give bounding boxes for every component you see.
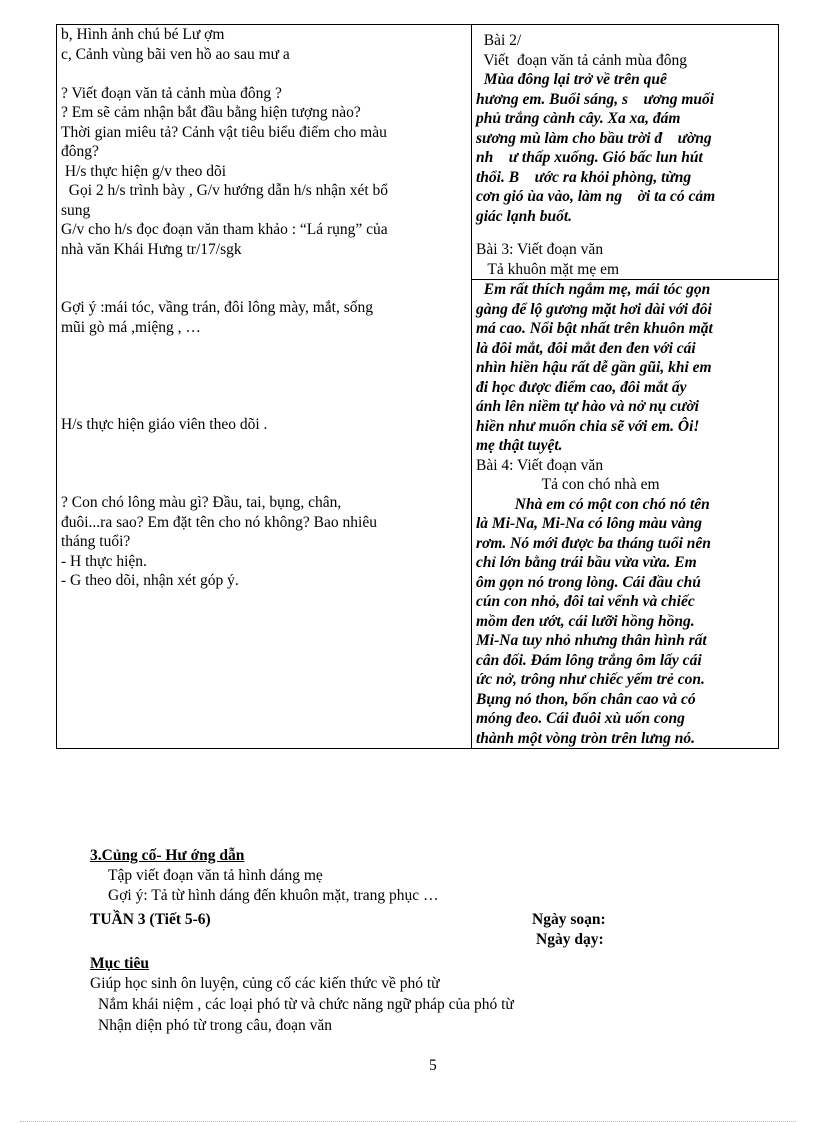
text-line: thành một vòng tròn trên lưng nó. (476, 729, 696, 747)
objective-item: Nhận diện phó từ trong câu, đoạn văn (98, 1017, 332, 1034)
text-line: Mi-Na tuy nhỏ nhưng thân hình rất (476, 632, 707, 649)
table-row (57, 25, 779, 749)
bai4-text (476, 495, 775, 749)
text-line: phủ trắng cành cây. Xa xa, đám (476, 110, 681, 127)
bai3-text (476, 280, 775, 456)
text-line: ánh lên niềm tự hào và nở nụ cười (476, 398, 699, 415)
text-line: ? Em sẽ cảm nhận bắt đầu bằng hiện tượng nào? (61, 104, 361, 121)
text-line: nhà văn Khái Hưng tr/17/sgk (61, 240, 242, 258)
bai3-heading (476, 240, 775, 279)
left-block-3 (61, 298, 467, 337)
text-line: Bài 3: Viết đoạn văn (476, 241, 604, 258)
guide-line-2: Gợi ý: Tả từ hình dáng đến khuôn mặt, trang phục … (108, 887, 439, 904)
text-line: là Mi-Na, Mi-Na có lông màu vàng (476, 515, 703, 532)
text-line: hương em. Buổi sáng, s ương muối (476, 90, 715, 108)
text-line: ? Con chó lông màu gì? Đầu, tai, bụng, chân, (61, 494, 342, 511)
text-line: Tả khuôn mặt mẹ em (476, 260, 620, 278)
text-line: Tả con chó nhà em (476, 476, 660, 493)
bai2-text (476, 70, 775, 226)
text-line: đuôi...ra sao? Em đặt tên cho nó không? Bao nhiêu (61, 513, 377, 531)
page-number: 5 (429, 1057, 437, 1074)
text-line: cơn gió ùa vào, làm ng ời ta có cảm (476, 188, 716, 205)
text-line: c, Cảnh vùng bãi ven hồ ao sau mư a (61, 45, 290, 63)
text-line: sương mù làm cho bầu trời đ ường (476, 129, 712, 147)
text-line: nhìn hiền hậu rất dễ gần gũi, khi em (476, 359, 712, 376)
text-line: Bài 2/ (476, 32, 522, 49)
text-line: Thời gian miêu tả? Cảnh vật tiêu biểu điểm cho màu (61, 123, 387, 141)
left-block-5 (61, 493, 467, 591)
text-line: rơm. Nó mới được ba tháng tuổi nên (476, 534, 711, 552)
text-line: sung (61, 201, 91, 219)
text-line: H/s thực hiện giáo viên theo dõi . (61, 416, 268, 433)
objective-title: Mục tiêu (90, 955, 149, 972)
page-bottom-edge (20, 1121, 796, 1122)
section-title: 3.Củng cố- Hư ớng dẫn (90, 847, 245, 864)
student-content-column (472, 25, 779, 749)
text-line: mẹ thật tuyệt. (476, 437, 563, 454)
bai2-heading (476, 31, 775, 70)
teacher-activity-column (57, 25, 472, 749)
week-title: TUẦN 3 (Tiết 5-6) (90, 911, 211, 928)
text-line: là đôi mắt, đôi mắt đen đen với cái (476, 339, 696, 357)
text-line: Viết đoạn văn tả cảnh mùa đông (476, 51, 687, 69)
text-line: tháng tuổi? (61, 533, 131, 550)
date-taught-label: Ngày dạy: (536, 931, 604, 948)
text-line: Bụng nó thon, bốn chân cao và có (476, 690, 696, 708)
text-line: đi học được điểm cao, đôi mắt ấy (476, 378, 687, 396)
text-line: Bài 4: Viết đoạn văn (476, 456, 604, 474)
guide-line-1: Tập viết đoạn văn tả hình dáng mẹ (108, 867, 323, 884)
text-line: Em rất thích ngắm mẹ, mái tóc gọn (476, 281, 711, 298)
text-line: b, Hình ảnh chú bé Lư ợm (61, 26, 225, 43)
text-line: má cao. Nổi bật nhất trên khuôn mặt (476, 320, 713, 337)
text-line: giác lạnh buốt. (476, 207, 573, 225)
text-line: ôm gọn nó trong lòng. Cái đầu chú (476, 573, 701, 591)
left-block-2 (61, 84, 467, 260)
text-line: Mùa đông lại trở về trên quê (476, 71, 667, 88)
text-line: Nhà em có một con chó nó tên (476, 495, 710, 513)
text-line: mũi gò má ,miệng , … (61, 318, 201, 336)
text-line: - H thực hiện. (61, 552, 147, 570)
text-line: - G theo dõi, nhận xét góp ý. (61, 572, 239, 589)
text-line: cân đối. Đám lông trắng ôm lấy cái (476, 651, 702, 669)
text-line: mồm đen ướt, cái lưỡi hồng hồng. (476, 612, 695, 630)
text-line: cún con nhỏ, đôi tai vểnh và chiếc (476, 593, 695, 610)
text-line: Gợi ý :mái tóc, vầng trán, đôi lông mày, mắt, sống (61, 299, 373, 316)
text-line: Gọi 2 h/s trình bày , G/v hướng dẫn h/s nhận xét bổ (61, 182, 388, 199)
objective-item: Giúp học sinh ôn luyện, củng cố các kiến thức về phó từ (90, 975, 440, 992)
text-line: gàng để lộ gương mặt hơi dài với đôi (476, 300, 712, 318)
bai4-heading (476, 456, 775, 495)
objective-item: Nắm khái niệm , các loại phó từ và chức năng ngữ pháp của phó từ (98, 996, 514, 1013)
text-line: hiền như muốn chia sẽ với em. Ôi! (476, 417, 700, 435)
left-block-4 (61, 415, 467, 435)
text-line: thổi. B ước ra khỏi phòng, từng (476, 168, 692, 186)
left-block-1 (61, 25, 467, 64)
lesson-table (56, 24, 779, 749)
text-line: móng đeo. Cái đuôi xù uốn cong (476, 710, 685, 727)
text-line: G/v cho h/s đọc đoạn văn tham khảo : “Lá rụng” của (61, 221, 388, 238)
text-line: ? Viết đoạn văn tả cảnh mùa đông ? (61, 84, 282, 102)
text-line: nh ư thấp xuống. Gió bấc lun hút (476, 149, 703, 166)
text-line: ức nở, trông như chiếc yếm trẻ con. (476, 671, 705, 688)
text-line: H/s thực hiện g/v theo dõi (61, 162, 227, 180)
text-line: chỉ lớn bằng trái bầu vừa vừa. Em (476, 554, 697, 571)
text-line: đông? (61, 143, 99, 160)
date-prepared-label: Ngày soạn: (532, 911, 606, 928)
